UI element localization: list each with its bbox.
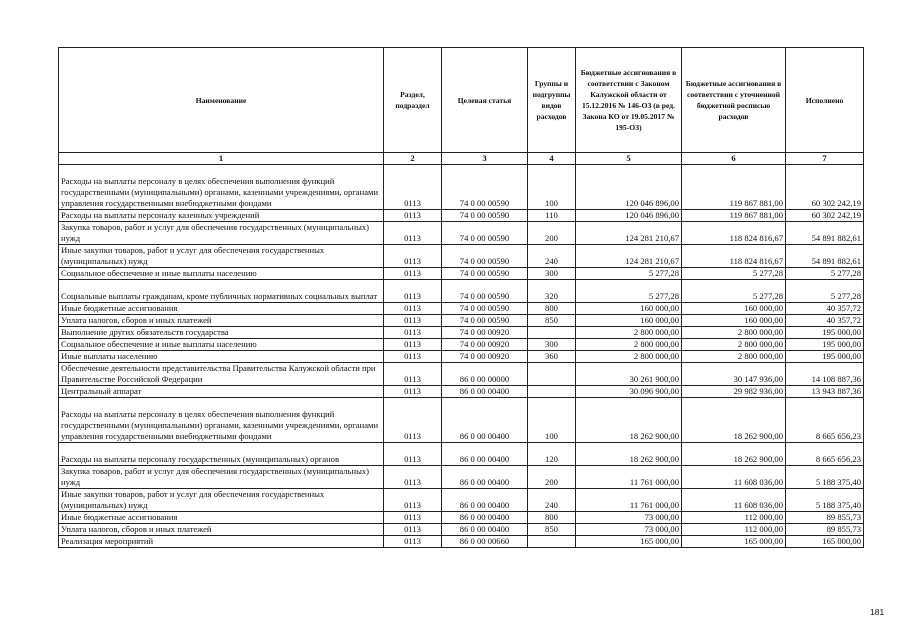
- table-row: [59, 363, 864, 386]
- column-number: 2: [384, 153, 442, 165]
- table-row: [59, 268, 864, 280]
- cell-refined: 165 000,00: [682, 536, 786, 548]
- cell-target: 86 0 00 00000: [442, 363, 528, 386]
- cell-law: 18 262 900,00: [576, 398, 682, 443]
- cell-group: 240: [528, 489, 576, 512]
- cell-group: 200: [528, 222, 576, 245]
- table-row: [59, 386, 864, 398]
- header-groups: Группы и подгруппы видов расходов: [528, 48, 576, 153]
- cell-refined: 30 147 936,00: [682, 363, 786, 386]
- header-law: Бюджетные ассигнования в соответствии с Законом Калужской области от 15.12.2016 № 146-ОЗ (в ред. Закона КО от 19.05.2017 № 195-ОЗ): [576, 48, 682, 153]
- cell-group: 850: [528, 315, 576, 327]
- cell-name: Иные бюджетные ассигнования: [59, 303, 384, 315]
- cell-name: Уплата налогов, сборов и иных платежей: [59, 315, 384, 327]
- cell-group: 100: [528, 165, 576, 210]
- cell-target: 86 0 00 00400: [442, 489, 528, 512]
- cell-law: 160 000,00: [576, 303, 682, 315]
- cell-section: 0113: [384, 386, 442, 398]
- cell-refined: 5 277,28: [682, 280, 786, 303]
- cell-name: Расходы на выплаты персоналу в целях обеспечения выполнения функций государственными (муниципальными) органами, казенными учреждениями, органами управления государственными внебюджетными фондами: [59, 398, 384, 443]
- cell-refined: 160 000,00: [682, 315, 786, 327]
- cell-section: 0113: [384, 524, 442, 536]
- table-row: [59, 315, 864, 327]
- cell-group: [528, 363, 576, 386]
- cell-section: 0113: [384, 303, 442, 315]
- cell-executed: 8 665 656,23: [786, 443, 864, 466]
- column-number: 4: [528, 153, 576, 165]
- cell-name: Иные выплаты населению: [59, 351, 384, 363]
- column-number: 6: [682, 153, 786, 165]
- cell-target: 74 0 00 00590: [442, 245, 528, 268]
- table-row: [59, 512, 864, 524]
- cell-law: 2 800 000,00: [576, 327, 682, 339]
- table-row: [59, 165, 864, 210]
- header-target: Целевая статья: [442, 48, 528, 153]
- cell-name: Иные закупки товаров, работ и услуг для обеспечения государственных (муниципальных) нужд: [59, 489, 384, 512]
- table-row: [59, 303, 864, 315]
- budget-table: [58, 47, 864, 548]
- cell-group: 360: [528, 351, 576, 363]
- cell-law: 73 000,00: [576, 512, 682, 524]
- cell-target: 74 0 00 00920: [442, 327, 528, 339]
- cell-name: Обеспечение деятельности представительства Правительства Калужской области при Правительстве Российской Федерации: [59, 363, 384, 386]
- cell-executed: 13 943 887,36: [786, 386, 864, 398]
- cell-name: Расходы на выплаты персоналу в целях обеспечения выполнения функций государственными (муниципальными) органами, казенными учреждениями, органами управления государственными внебюджетными фондами: [59, 165, 384, 210]
- cell-refined: 2 800 000,00: [682, 339, 786, 351]
- cell-name: Иные бюджетные ассигнования: [59, 512, 384, 524]
- cell-target: 74 0 00 00590: [442, 268, 528, 280]
- cell-executed: 40 357,72: [786, 303, 864, 315]
- cell-executed: 195 000,00: [786, 327, 864, 339]
- cell-executed: 89 855,73: [786, 512, 864, 524]
- cell-refined: 18 262 900,00: [682, 398, 786, 443]
- cell-section: 0113: [384, 245, 442, 268]
- cell-target: 86 0 00 00400: [442, 398, 528, 443]
- cell-executed: 60 302 242,19: [786, 165, 864, 210]
- cell-executed: 54 891 882,61: [786, 222, 864, 245]
- cell-refined: 5 277,28: [682, 268, 786, 280]
- cell-section: 0113: [384, 512, 442, 524]
- cell-refined: 18 262 900,00: [682, 443, 786, 466]
- table-row: [59, 245, 864, 268]
- cell-executed: 195 000,00: [786, 339, 864, 351]
- column-number: 5: [576, 153, 682, 165]
- cell-law: 2 800 000,00: [576, 351, 682, 363]
- cell-law: 30 261 900,00: [576, 363, 682, 386]
- table-row: [59, 222, 864, 245]
- table-row: [59, 351, 864, 363]
- cell-group: 300: [528, 339, 576, 351]
- cell-name: Уплата налогов, сборов и иных платежей: [59, 524, 384, 536]
- cell-group: 800: [528, 512, 576, 524]
- header-row: [59, 48, 864, 153]
- cell-name: Социальное обеспечение и иные выплаты населению: [59, 339, 384, 351]
- cell-refined: 119 867 881,00: [682, 210, 786, 222]
- cell-group: 800: [528, 303, 576, 315]
- cell-refined: 119 867 881,00: [682, 165, 786, 210]
- cell-section: 0113: [384, 443, 442, 466]
- cell-section: 0113: [384, 165, 442, 210]
- cell-law: 30 096 900,00: [576, 386, 682, 398]
- cell-refined: 112 000,00: [682, 512, 786, 524]
- cell-name: Выполнение других обязательств государства: [59, 327, 384, 339]
- cell-refined: 2 800 000,00: [682, 351, 786, 363]
- cell-group: [528, 327, 576, 339]
- cell-target: 74 0 00 00920: [442, 339, 528, 351]
- cell-group: 200: [528, 466, 576, 489]
- cell-section: 0113: [384, 268, 442, 280]
- column-number-row: [59, 153, 864, 165]
- table-row: [59, 524, 864, 536]
- cell-target: 74 0 00 00590: [442, 222, 528, 245]
- cell-name: Закупка товаров, работ и услуг для обеспечения государственных (муниципальных) нужд: [59, 466, 384, 489]
- cell-section: 0113: [384, 210, 442, 222]
- cell-executed: 89 855,73: [786, 524, 864, 536]
- cell-target: 86 0 00 00400: [442, 524, 528, 536]
- cell-section: 0113: [384, 466, 442, 489]
- cell-target: 86 0 00 00400: [442, 443, 528, 466]
- cell-section: 0113: [384, 315, 442, 327]
- cell-target: 86 0 00 00400: [442, 386, 528, 398]
- cell-refined: 112 000,00: [682, 524, 786, 536]
- column-number: 7: [786, 153, 864, 165]
- table-row: [59, 210, 864, 222]
- cell-executed: 8 665 656,23: [786, 398, 864, 443]
- cell-law: 2 800 000,00: [576, 339, 682, 351]
- cell-section: 0113: [384, 327, 442, 339]
- header-section: Раздел, подраздел: [384, 48, 442, 153]
- cell-law: 124 281 210,67: [576, 245, 682, 268]
- cell-executed: 5 188 375,40: [786, 466, 864, 489]
- cell-group: 320: [528, 280, 576, 303]
- cell-target: 74 0 00 00590: [442, 315, 528, 327]
- cell-law: 165 000,00: [576, 536, 682, 548]
- cell-section: 0113: [384, 363, 442, 386]
- header-executed: Исполнено: [786, 48, 864, 153]
- table-row: [59, 489, 864, 512]
- cell-refined: 118 824 816,67: [682, 245, 786, 268]
- cell-target: 86 0 00 00400: [442, 512, 528, 524]
- cell-target: 74 0 00 00920: [442, 351, 528, 363]
- cell-group: 850: [528, 524, 576, 536]
- table-row: [59, 466, 864, 489]
- cell-group: [528, 536, 576, 548]
- cell-name: Социальные выплаты гражданам, кроме публичных нормативных социальных выплат: [59, 280, 384, 303]
- table-row: [59, 443, 864, 466]
- cell-target: 74 0 00 00590: [442, 210, 528, 222]
- cell-refined: 118 824 816,67: [682, 222, 786, 245]
- cell-target: 74 0 00 00590: [442, 165, 528, 210]
- table-row: [59, 280, 864, 303]
- cell-section: 0113: [384, 398, 442, 443]
- cell-executed: 54 891 882,61: [786, 245, 864, 268]
- cell-refined: 11 608 036,00: [682, 466, 786, 489]
- cell-executed: 5 277,28: [786, 268, 864, 280]
- cell-refined: 11 608 036,00: [682, 489, 786, 512]
- cell-law: 160 000,00: [576, 315, 682, 327]
- cell-name: Расходы на выплаты персоналу государственных (муниципальных) органов: [59, 443, 384, 466]
- header-refined: Бюджетные ассигнования в соответствии с уточненной бюджетной росписью расходов: [682, 48, 786, 153]
- table-row: [59, 536, 864, 548]
- cell-name: Социальное обеспечение и иные выплаты населению: [59, 268, 384, 280]
- cell-executed: 14 108 887,36: [786, 363, 864, 386]
- cell-group: 100: [528, 398, 576, 443]
- header-name: Наименование: [59, 48, 384, 153]
- cell-law: 18 262 900,00: [576, 443, 682, 466]
- cell-target: 74 0 00 00590: [442, 280, 528, 303]
- table-row: [59, 339, 864, 351]
- cell-executed: 40 357,72: [786, 315, 864, 327]
- cell-group: 120: [528, 443, 576, 466]
- cell-executed: 195 000,00: [786, 351, 864, 363]
- table-row: [59, 327, 864, 339]
- cell-target: 86 0 00 00660: [442, 536, 528, 548]
- cell-executed: 5 277,28: [786, 280, 864, 303]
- cell-group: [528, 386, 576, 398]
- cell-group: 300: [528, 268, 576, 280]
- cell-executed: 5 188 375,40: [786, 489, 864, 512]
- cell-section: 0113: [384, 339, 442, 351]
- cell-law: 11 761 000,00: [576, 466, 682, 489]
- page-number: 181: [870, 607, 885, 617]
- cell-name: Закупка товаров, работ и услуг для обеспечения государственных (муниципальных) нужд: [59, 222, 384, 245]
- cell-group: 240: [528, 245, 576, 268]
- cell-target: 86 0 00 00400: [442, 466, 528, 489]
- cell-section: 0113: [384, 280, 442, 303]
- cell-law: 120 046 896,00: [576, 210, 682, 222]
- cell-refined: 160 000,00: [682, 303, 786, 315]
- cell-law: 5 277,28: [576, 280, 682, 303]
- cell-law: 11 761 000,00: [576, 489, 682, 512]
- table-row: [59, 398, 864, 443]
- cell-law: 5 277,28: [576, 268, 682, 280]
- cell-law: 73 000,00: [576, 524, 682, 536]
- cell-executed: 165 000,00: [786, 536, 864, 548]
- cell-target: 74 0 00 00590: [442, 303, 528, 315]
- cell-executed: 60 302 242,19: [786, 210, 864, 222]
- column-number: 3: [442, 153, 528, 165]
- cell-refined: 2 800 000,00: [682, 327, 786, 339]
- cell-name: Центральный аппарат: [59, 386, 384, 398]
- cell-law: 120 046 896,00: [576, 165, 682, 210]
- cell-name: Реализация мероприятий: [59, 536, 384, 548]
- cell-name: Иные закупки товаров, работ и услуг для обеспечения государственных (муниципальных) нужд: [59, 245, 384, 268]
- cell-section: 0113: [384, 351, 442, 363]
- cell-name: Расходы на выплаты персоналу казенных учреждений: [59, 210, 384, 222]
- cell-law: 124 281 210,67: [576, 222, 682, 245]
- cell-section: 0113: [384, 489, 442, 512]
- cell-refined: 29 982 936,00: [682, 386, 786, 398]
- cell-section: 0113: [384, 222, 442, 245]
- cell-group: 110: [528, 210, 576, 222]
- cell-section: 0113: [384, 536, 442, 548]
- column-number: 1: [59, 153, 384, 165]
